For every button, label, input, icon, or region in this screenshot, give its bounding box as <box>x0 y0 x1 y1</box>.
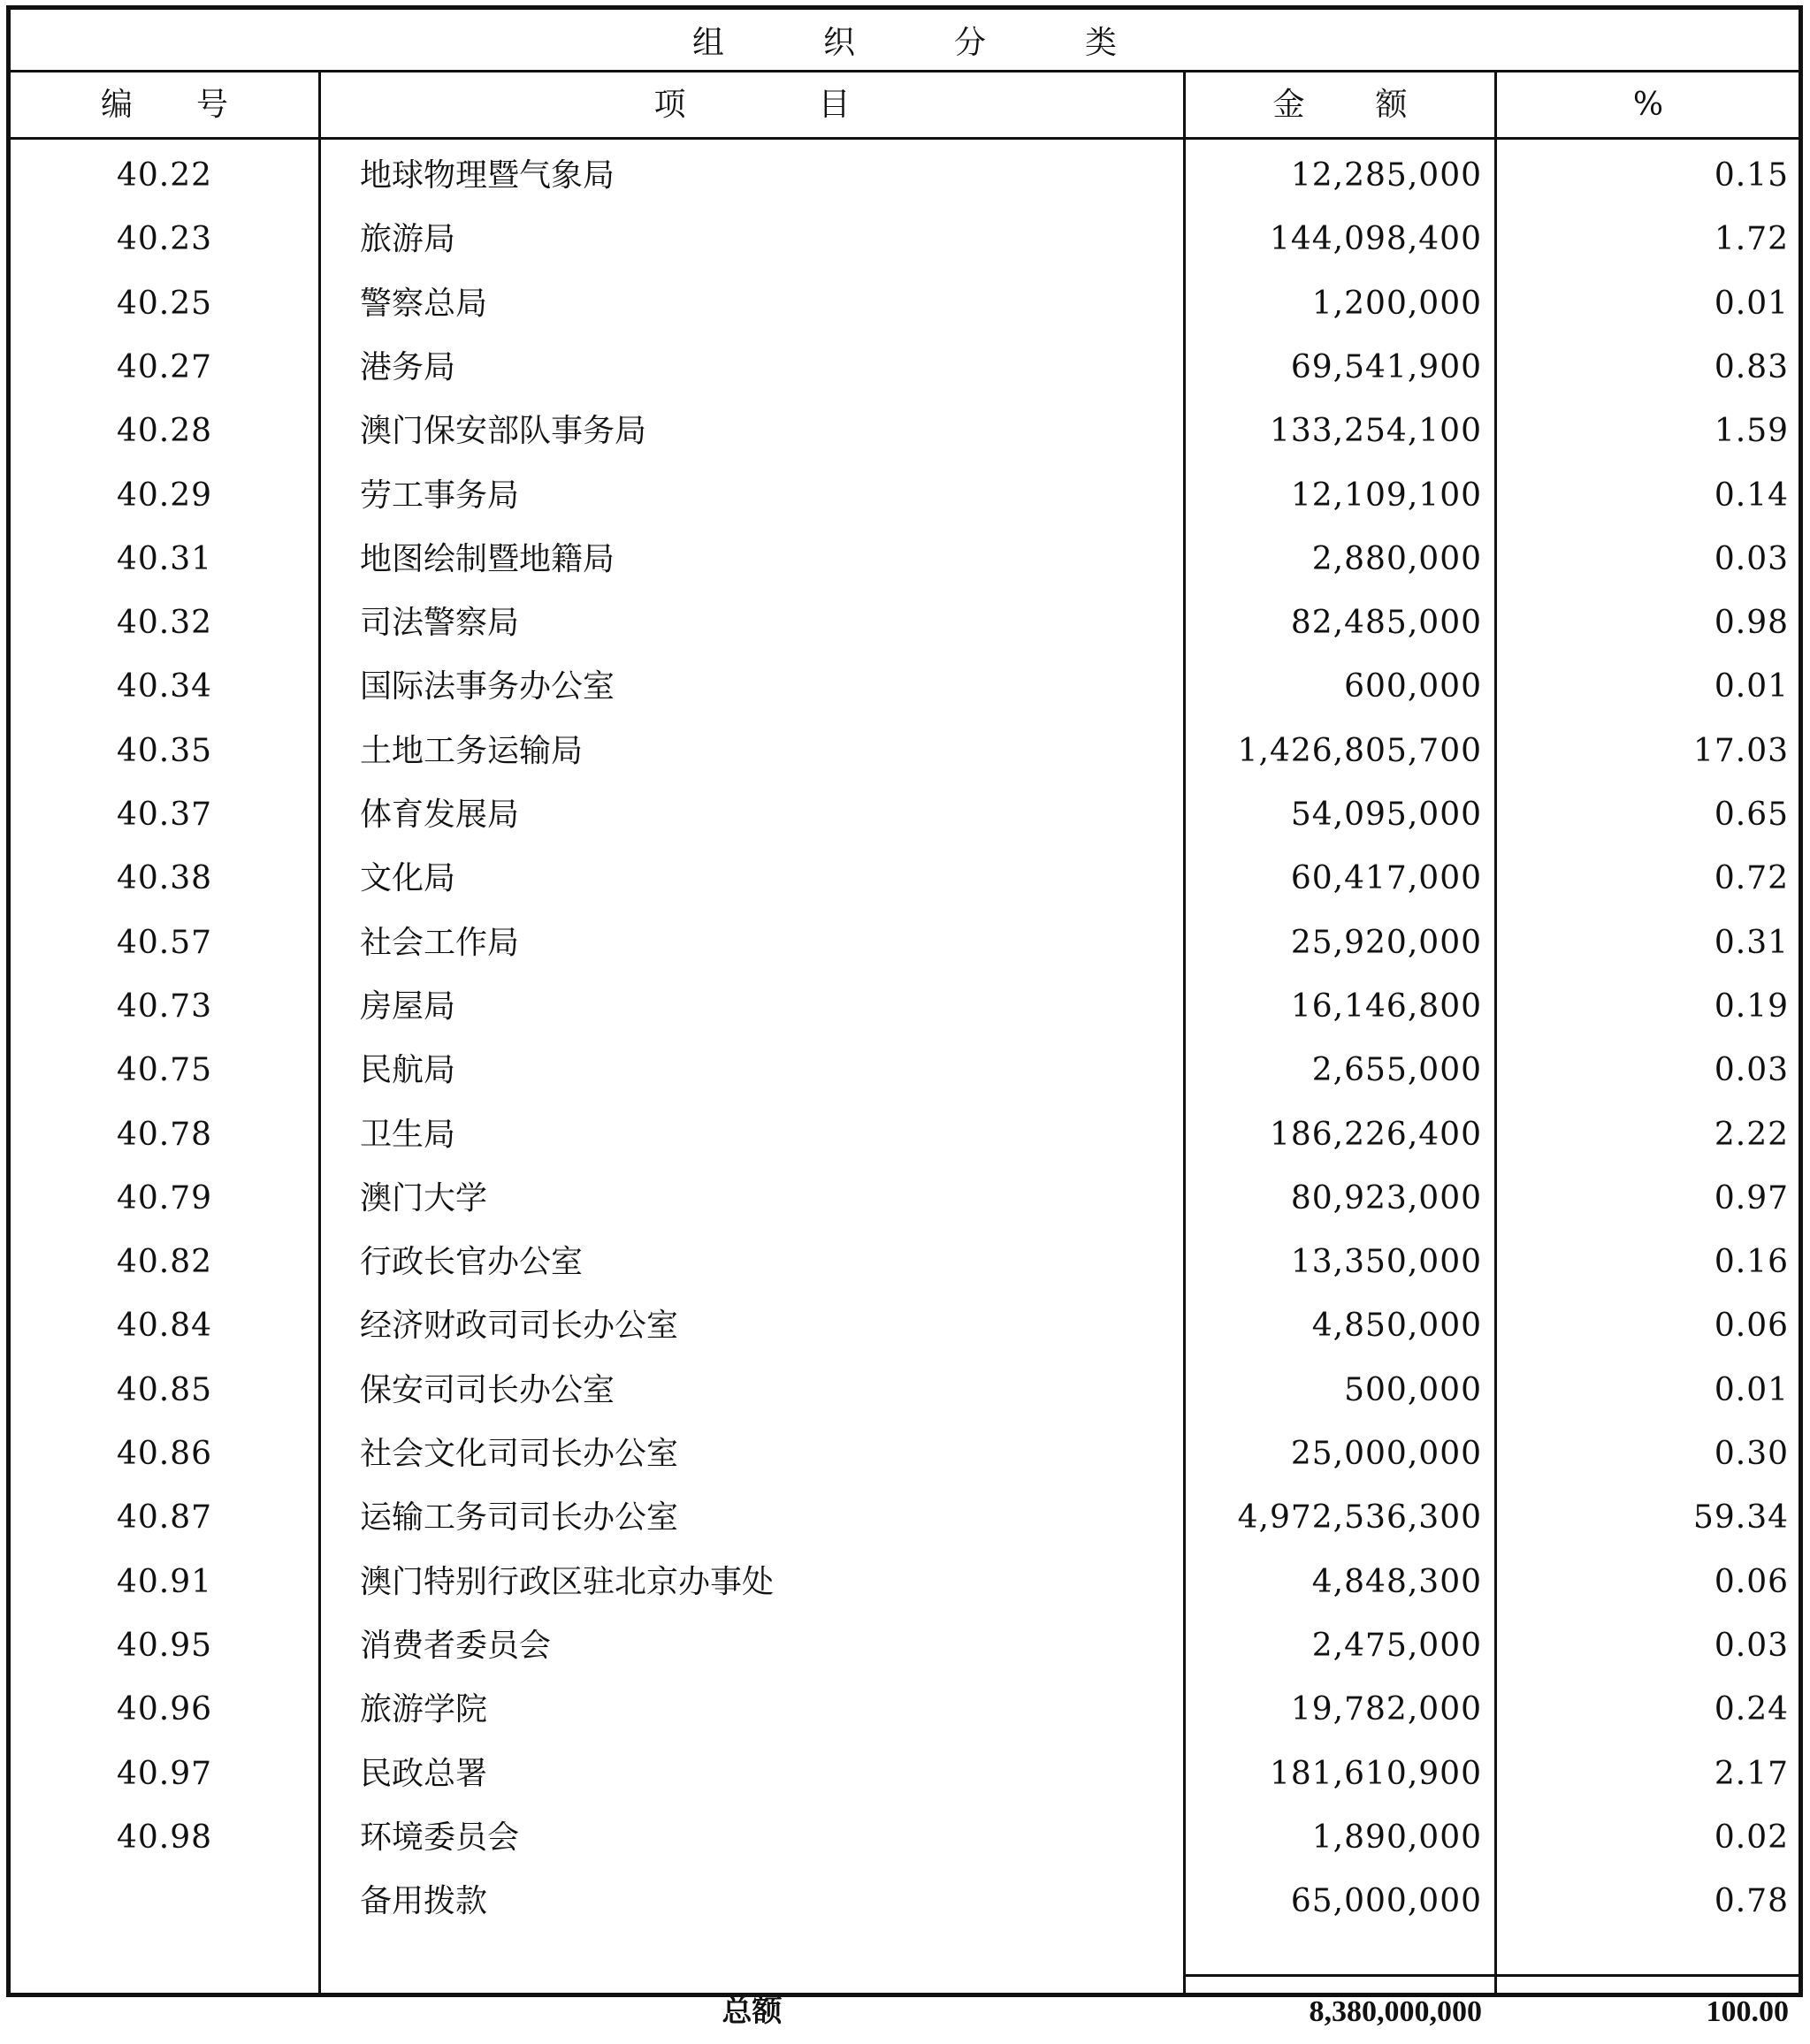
row-code: 40.32 <box>116 605 213 642</box>
row-item: 民政总署 <box>360 1755 488 1792</box>
row-amount: 186,226,400 <box>1269 1116 1482 1153</box>
row-amount: 16,146,800 <box>1290 988 1482 1025</box>
budget-table <box>6 5 1803 2028</box>
row-percent: 0.97 <box>1714 1179 1789 1216</box>
table-row <box>11 1805 1799 1870</box>
row-item: 文化局 <box>360 860 456 897</box>
table-row <box>11 1550 1799 1614</box>
row-item: 旅游局 <box>360 221 456 258</box>
row-item: 警察总局 <box>360 285 488 322</box>
row-percent: 0.16 <box>1714 1244 1789 1281</box>
row-item: 社会工作局 <box>360 924 520 961</box>
table-row <box>11 1358 1799 1422</box>
row-percent: 0.78 <box>1714 1883 1789 1920</box>
total-separator <box>1186 1974 1799 1977</box>
row-code: 40.31 <box>116 540 213 577</box>
row-code: 40.91 <box>116 1563 213 1600</box>
row-percent: 0.06 <box>1714 1563 1789 1600</box>
row-percent: 0.98 <box>1714 605 1789 642</box>
row-code: 40.95 <box>116 1627 213 1664</box>
table-row <box>11 1102 1799 1167</box>
table-row <box>11 335 1799 400</box>
row-code: 40.57 <box>116 924 213 961</box>
table-row <box>11 1230 1799 1294</box>
row-amount: 2,655,000 <box>1311 1052 1482 1089</box>
row-amount: 60,417,000 <box>1290 860 1482 897</box>
table-row <box>11 591 1799 655</box>
row-code: 40.38 <box>116 860 213 897</box>
row-percent: 0.01 <box>1714 668 1789 705</box>
row-amount: 19,782,000 <box>1290 1691 1482 1728</box>
row-item: 土地工务运输局 <box>360 732 584 769</box>
row-amount: 4,972,536,300 <box>1237 1499 1482 1537</box>
row-percent: 0.15 <box>1714 157 1789 194</box>
row-code: 40.78 <box>116 1116 213 1153</box>
row-item: 港务局 <box>360 348 456 385</box>
row-code: 40.87 <box>116 1499 213 1537</box>
row-code: 40.97 <box>116 1755 213 1792</box>
row-amount: 500,000 <box>1344 1371 1482 1408</box>
row-code: 40.96 <box>116 1691 213 1728</box>
row-percent: 17.03 <box>1692 732 1789 769</box>
row-percent: 0.30 <box>1714 1436 1789 1472</box>
row-percent: 2.22 <box>1714 1116 1789 1153</box>
row-amount: 54,095,000 <box>1290 797 1482 833</box>
row-percent: 0.03 <box>1714 1627 1789 1664</box>
row-percent: 59.34 <box>1692 1499 1789 1537</box>
row-code: 40.85 <box>116 1371 213 1408</box>
row-percent: 0.24 <box>1714 1691 1789 1728</box>
row-percent: 0.03 <box>1714 540 1789 577</box>
table-row <box>11 207 1799 271</box>
table-row <box>11 911 1799 975</box>
row-code: 40.84 <box>116 1308 213 1345</box>
row-code: 40.27 <box>116 348 213 385</box>
row-amount: 1,890,000 <box>1311 1819 1482 1856</box>
header-code: 编号 <box>100 87 292 123</box>
row-amount: 69,541,900 <box>1290 348 1482 385</box>
row-percent: 0.14 <box>1714 477 1789 514</box>
row-item: 民航局 <box>360 1052 456 1089</box>
row-percent: 2.17 <box>1714 1755 1789 1792</box>
table-row <box>11 654 1799 719</box>
row-item: 国际法事务办公室 <box>360 668 615 705</box>
row-item: 澳门特别行政区驻北京办事处 <box>360 1563 775 1600</box>
row-item: 澳门大学 <box>360 1179 488 1216</box>
table-row <box>11 1038 1799 1102</box>
total-row <box>11 1980 1799 2044</box>
total-amount: 8,380,000,000 <box>1309 1995 1482 2028</box>
row-amount: 600,000 <box>1344 668 1482 705</box>
header-amount: 金额 <box>1272 87 1478 123</box>
row-item: 社会文化司司长办公室 <box>360 1436 679 1472</box>
row-percent: 0.01 <box>1714 1371 1789 1408</box>
row-amount: 4,848,300 <box>1311 1563 1482 1600</box>
row-code: 40.98 <box>116 1819 213 1856</box>
row-item: 备用拨款 <box>360 1883 488 1920</box>
row-item: 行政长官办公室 <box>360 1244 584 1281</box>
row-item: 体育发展局 <box>360 797 520 833</box>
table-row <box>11 399 1799 463</box>
table-row <box>11 1742 1799 1806</box>
row-percent: 0.65 <box>1714 797 1789 833</box>
row-percent: 1.72 <box>1714 221 1789 258</box>
total-percent: 100.00 <box>1706 1995 1789 2028</box>
row-amount: 25,000,000 <box>1290 1436 1482 1472</box>
row-code: 40.22 <box>116 157 213 194</box>
row-amount: 82,485,000 <box>1290 605 1482 642</box>
row-code: 40.34 <box>116 668 213 705</box>
row-item: 环境委员会 <box>360 1819 520 1856</box>
table-row <box>11 1422 1799 1486</box>
table-title: 组织分类 <box>11 10 1799 72</box>
row-item: 保安司司长办公室 <box>360 1371 615 1408</box>
row-code: 40.86 <box>116 1436 213 1472</box>
row-amount: 1,426,805,700 <box>1237 732 1482 769</box>
row-amount: 1,200,000 <box>1311 285 1482 322</box>
row-item: 澳门保安部队事务局 <box>360 413 647 450</box>
row-percent: 0.19 <box>1714 988 1789 1025</box>
row-item: 劳工事务局 <box>360 477 520 514</box>
row-code: 40.25 <box>116 285 213 322</box>
header-percent: % <box>1632 87 1664 123</box>
row-code: 40.73 <box>116 988 213 1025</box>
row-percent: 0.06 <box>1714 1308 1789 1345</box>
table-row <box>11 143 1799 208</box>
row-amount: 144,098,400 <box>1269 221 1482 258</box>
table-row <box>11 527 1799 591</box>
row-amount: 2,475,000 <box>1311 1627 1482 1664</box>
row-amount: 181,610,900 <box>1269 1755 1482 1792</box>
row-amount: 13,350,000 <box>1290 1244 1482 1281</box>
row-percent: 0.31 <box>1714 924 1789 961</box>
row-code: 40.37 <box>116 797 213 833</box>
row-amount: 12,285,000 <box>1290 157 1482 194</box>
table-row <box>11 463 1799 528</box>
total-label: 总额 <box>722 1995 783 2028</box>
row-amount: 80,923,000 <box>1290 1179 1482 1216</box>
row-code: 40.23 <box>116 221 213 258</box>
table-row <box>11 974 1799 1039</box>
row-percent: 0.02 <box>1714 1819 1789 1856</box>
row-item: 消费者委员会 <box>360 1627 552 1664</box>
row-amount: 25,920,000 <box>1290 924 1482 961</box>
row-code: 40.79 <box>116 1179 213 1216</box>
row-code: 40.28 <box>116 413 213 450</box>
row-code: 40.35 <box>116 732 213 769</box>
header-item: 项目 <box>653 87 983 123</box>
row-item: 运输工务司司长办公室 <box>360 1499 679 1537</box>
table-row <box>11 846 1799 911</box>
row-percent: 1.59 <box>1714 413 1789 450</box>
row-percent: 0.72 <box>1714 860 1789 897</box>
row-amount: 12,109,100 <box>1290 477 1482 514</box>
table-row <box>11 1166 1799 1231</box>
table-row <box>11 271 1799 336</box>
row-item: 司法警察局 <box>360 605 520 642</box>
table-row <box>11 1869 1799 1933</box>
row-code <box>11 1869 318 1933</box>
row-code: 40.82 <box>116 1244 213 1281</box>
row-percent: 0.83 <box>1714 348 1789 385</box>
row-item: 卫生局 <box>360 1116 456 1153</box>
row-item: 地图绘制暨地籍局 <box>360 540 615 577</box>
table-row <box>11 782 1799 847</box>
table-row <box>11 1613 1799 1678</box>
row-code: 40.75 <box>116 1052 213 1089</box>
row-percent: 0.03 <box>1714 1052 1789 1089</box>
row-amount: 2,880,000 <box>1311 540 1482 577</box>
row-item: 经济财政司司长办公室 <box>360 1308 679 1345</box>
table-header-row <box>11 72 1799 140</box>
table-row <box>11 1485 1799 1550</box>
row-amount: 4,850,000 <box>1311 1308 1482 1345</box>
row-amount: 133,254,100 <box>1269 413 1482 450</box>
row-percent: 0.01 <box>1714 285 1789 322</box>
row-code: 40.29 <box>116 477 213 514</box>
row-amount: 65,000,000 <box>1290 1883 1482 1920</box>
table-row <box>11 719 1799 783</box>
table-row <box>11 1293 1799 1358</box>
row-item: 旅游学院 <box>360 1691 488 1728</box>
table-row <box>11 1677 1799 1742</box>
row-item: 房屋局 <box>360 988 456 1025</box>
row-item: 地球物理暨气象局 <box>360 157 615 194</box>
